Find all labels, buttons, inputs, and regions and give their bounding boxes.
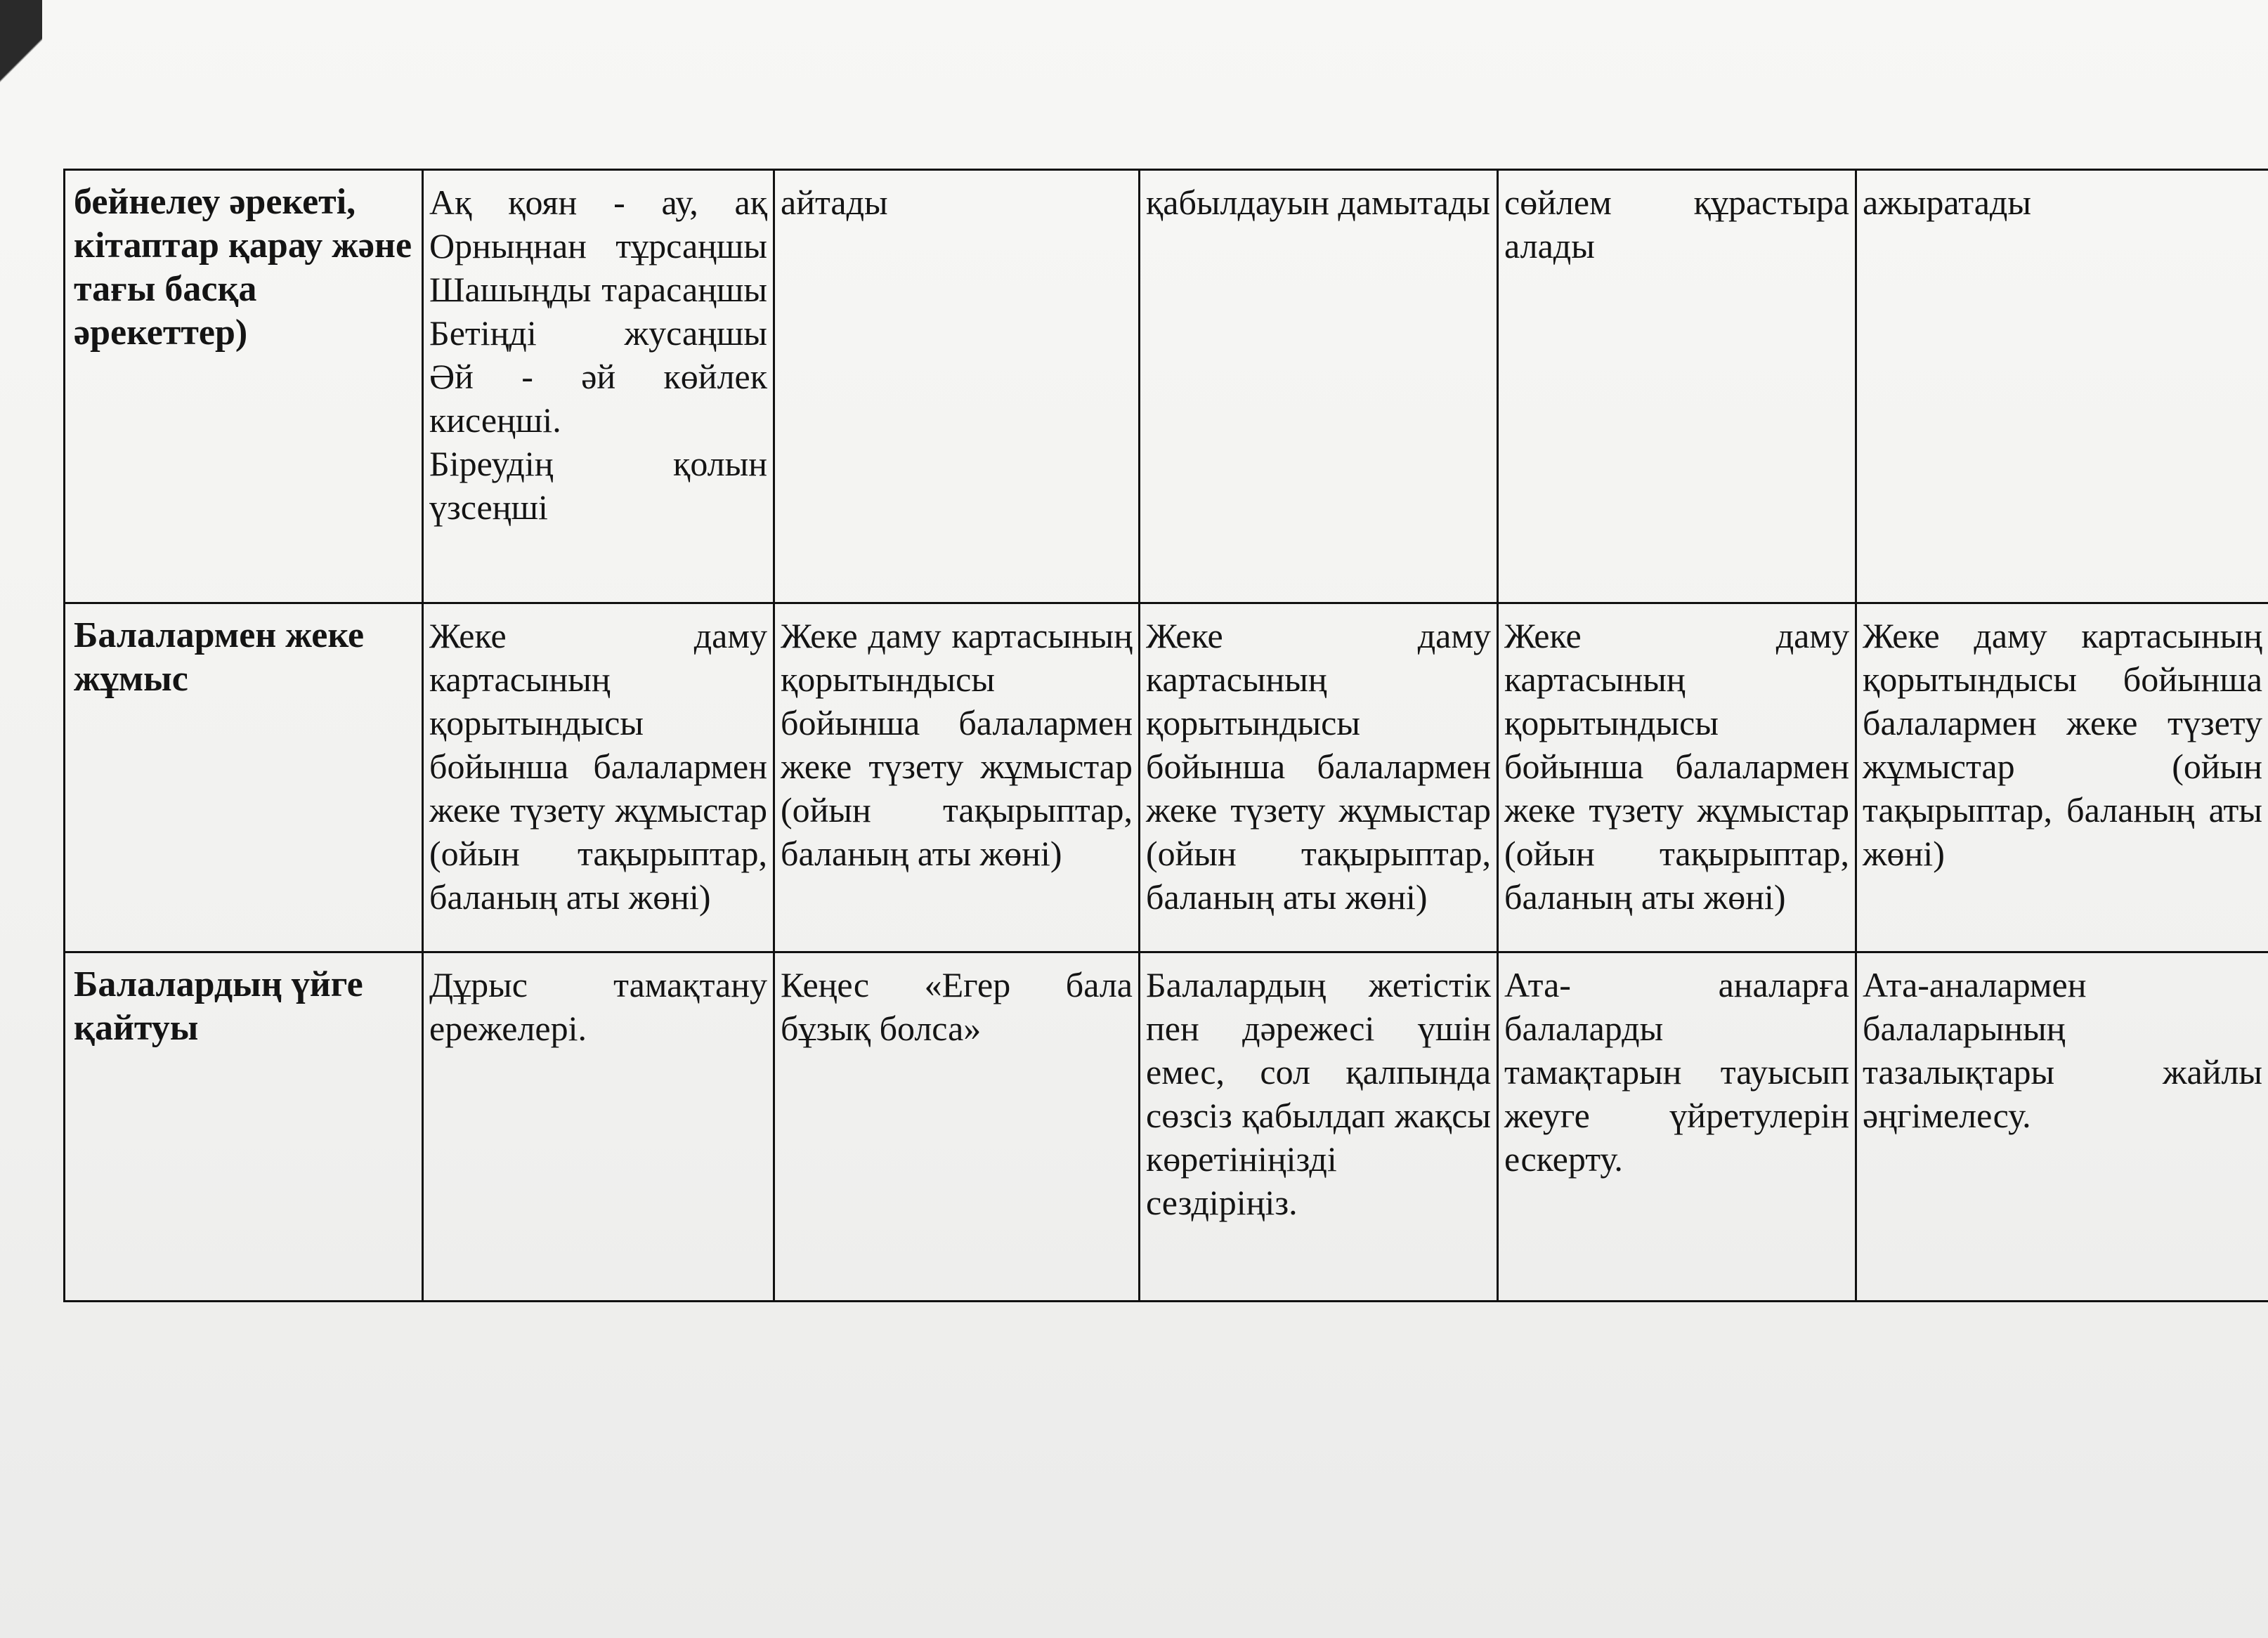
table-cell: Жеке даму картасының қорытындысы бойынша балалармен жеке түзету жұмыстар (ойын тақырыптар, баланың аты жөні): [1140, 603, 1498, 952]
page-corner-shadow: [0, 0, 42, 225]
rhyme-cell: [423, 170, 774, 603]
table-cell: сөйлем құрастыра алады: [1498, 170, 1856, 603]
rhyme-line: Бетіңді жусаңшы: [429, 313, 767, 353]
table-cell: Ата-аналармен балаларының тазалықтары жайлы әңгімелесу.: [1856, 952, 2268, 1302]
table-cell: Балалардың жетістік пен дәрежесі үшін емес, сол қалпында сөзсіз қабылдап жақсы көретініңізді сездіріңіз.: [1140, 952, 1498, 1302]
row-header: бейнелеу әрекеті, кітаптар қарау және тағы басқа әрекеттер): [65, 170, 423, 603]
rhyme-line: Шашыңды тарасаңшы: [429, 270, 767, 309]
row-header: Балалардың үйге қайтуы: [65, 952, 423, 1302]
rhyme-line: Орныңнан тұрсаңшы: [429, 226, 767, 266]
rhyme-line: Ақ қоян - ау, ақ: [429, 183, 767, 222]
table-cell: Жеке даму картасының қорытындысы бойынша балалармен жеке түзету жұмыстар (ойын тақырыптар, баланың аты жөні): [1498, 603, 1856, 952]
table-row: [65, 170, 2268, 603]
table-cell: ажыратады: [1856, 170, 2268, 603]
rhyme-line: Әй - әй көйлек кисеңші.: [429, 357, 767, 440]
table-row: [65, 952, 2268, 1302]
table-row: [65, 603, 2268, 952]
table-cell: Дұрыс тамақтану ережелері.: [423, 952, 774, 1302]
table-cell: Кеңес «Егер бала бұзық болса»: [774, 952, 1140, 1302]
table-cell: Жеке даму картасының қорытындысы бойынша балалармен жеке түзету жұмыстар (ойын тақырыптар, баланың аты жөні): [423, 603, 774, 952]
rhyme-line: Біреудің қолын үзсеңші: [429, 444, 767, 527]
table-cell: қабылдауын дамытады: [1140, 170, 1498, 603]
table-cell: Жеке даму картасының қорытындысы бойынша балалармен жеке түзету жұмыстар (ойын тақырыптар, баланың аты жөні): [774, 603, 1140, 952]
table-cell: Жеке даму картасының қорытындысы бойынша балалармен жеке түзету жұмыстар (ойын тақырыптар, баланың аты жөні): [1856, 603, 2268, 952]
table-cell: айтады: [774, 170, 1140, 603]
table-cell: Ата- аналарға балаларды тамақтарын тауысып жеуге үйретулерін ескерту.: [1498, 952, 1856, 1302]
lesson-plan-table: [63, 169, 2268, 1302]
row-header: Балалармен жеке жұмыс: [65, 603, 423, 952]
